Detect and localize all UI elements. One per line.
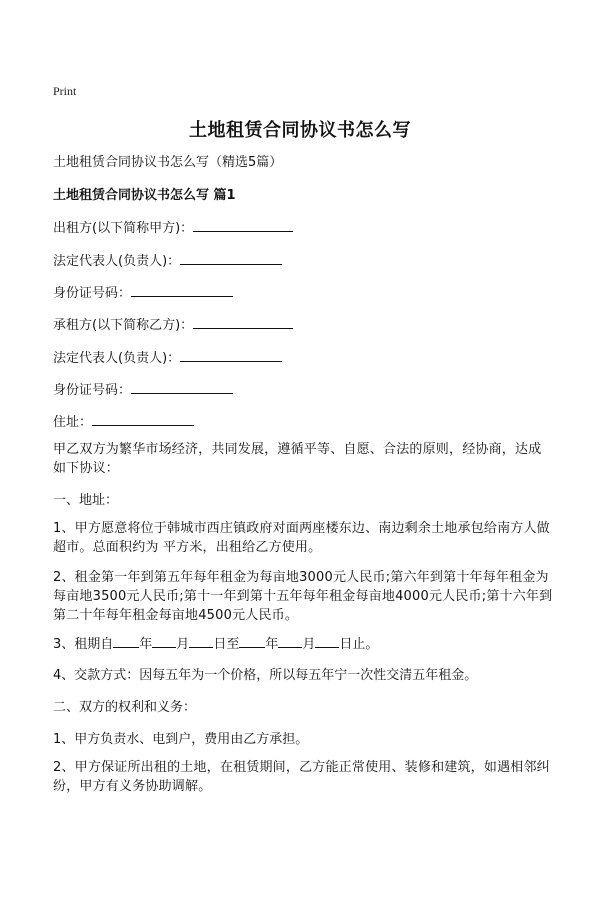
clause-6: 2、甲方保证所出租的土地，在租赁期间，乙方能正常使用、装修和建筑，如遇相邻纠纷，甲方有义务协助调解。 [53,760,550,794]
intro-paragraph: 甲乙双方为繁华市场经济，共同发展，遵循平等、自愿、合法的原则，经协商，达成如下协议： [53,442,542,476]
clause-3-day2: 日止。 [339,637,379,652]
lessee-field [53,315,293,335]
lessee-rep-label: 法定代表人(负责人)： [53,351,181,366]
lessee-label: 承租方(以下简称乙方)： [53,318,194,333]
day-blank-2 [315,634,339,648]
lessor-label: 出租方(以下简称甲方)： [53,221,194,236]
clause-3-month2: 月 [302,637,316,652]
lessee-id-field [53,380,233,400]
lessor-rep-label: 法定代表人(负责人)： [53,254,181,269]
lessee-rep-blank [180,348,282,362]
clause-3-day1: 日至 [213,637,240,652]
section-heading: 土地租赁合同协议书怎么写 篇1 [53,188,236,203]
lessor-rep-blank [180,251,282,265]
lessor-field [53,218,293,238]
lessee-id-label: 身份证号码： [53,383,132,398]
clause-3-prefix: 3、租期自 [53,637,114,652]
clause-3-year1: 年 [139,637,153,652]
lessee-blank [193,315,293,329]
address-blank [92,412,194,426]
address-label: 住址： [53,415,93,430]
clause-3-month1: 月 [176,637,190,652]
lessee-id-blank [131,380,233,394]
clause-2: 2、租金第一年到第五年每年租金为每亩地3000元人民币;第六年到第十年每年租金为每亩地3500元人民币;第十一年到第十五年每年租金每亩地4000元人民币;第十六年到第二十年每年租金每亩地4500元人民币。 [53,570,553,623]
lessor-id-blank [131,283,233,297]
clause-5: 1、甲方负责水、电到户，费用由乙方承担。 [53,732,309,747]
print-link[interactable]: Print [53,84,77,98]
month-blank-2 [278,634,302,648]
section1-heading: 一、地址： [53,493,119,508]
year-blank-1 [113,634,139,648]
document-title: 土地租赁合同协议书怎么写 [189,120,411,141]
clause-4: 4、交款方式：因每五年为一个价格，所以每五年宁一次性交清五年租金。 [53,668,478,683]
year-blank-2 [239,634,265,648]
lessor-blank [193,218,293,232]
lessee-rep-field [53,348,282,368]
document-subtitle: 土地租赁合同协议书怎么写（精选5篇） [53,155,283,170]
clause-3 [53,634,378,654]
lessor-rep-field [53,251,282,271]
clause-1: 1、甲方愿意将位于韩城市西庄镇政府对面两座楼东边、南边剩余土地承包给南方人做超市。总面积约为 平方米，出租给乙方使用。 [53,521,550,555]
lessor-id-field [53,283,233,303]
day-blank-1 [189,634,213,648]
address-field [53,412,194,432]
section2-heading: 二、双方的权利和义务： [53,700,197,715]
clause-3-year2: 年 [265,637,279,652]
lessor-id-label: 身份证号码： [53,286,132,301]
month-blank-1 [152,634,176,648]
